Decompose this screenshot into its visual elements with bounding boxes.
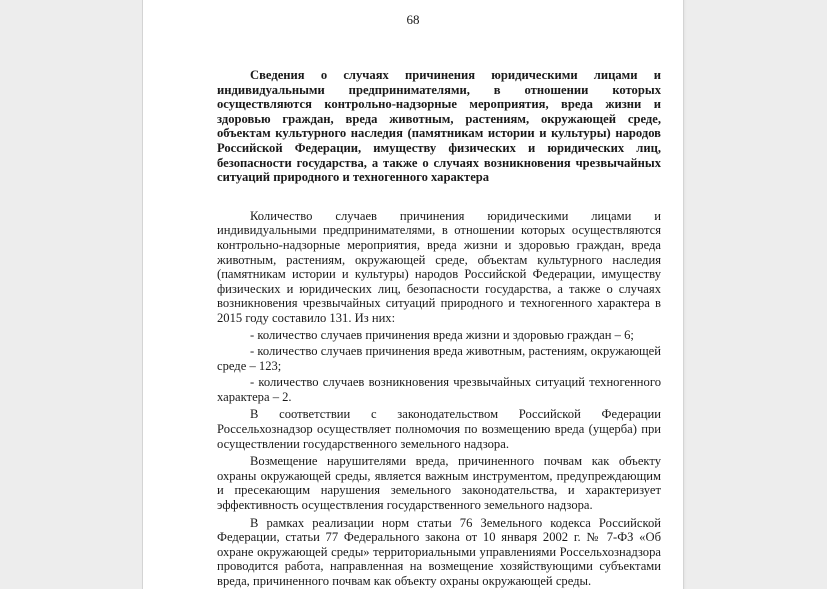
page-number: 68 bbox=[406, 12, 420, 27]
page-body bbox=[217, 68, 661, 589]
paragraph-land-code: В рамках реализации норм статьи 76 Земельного кодекса Российской Федерации, статьи 77 Федерального закона от 10 января 2002 г. № 7-ФЗ «Об охране окружающей среды» территориальными управлениями Россельхознадзора проводится работа, направленная на возмещение хозяйствующими субъектами вреда, причиненного почвам как объекту охраны окружающей среды. bbox=[217, 515, 661, 588]
paragraph-intro: Количество случаев причинения юридическими лицами и индивидуальными предпринимателями, в отношении которых осуществляются контрольно-надзорные мероприятия, вреда жизни и здоровью граждан, вреда животным, растениям, окружающей среде, объектам культурного наследия (памятникам истории и культуры) народов Российской Федерации, имуществу физических и юридических лиц, безопасности государства, а также о случаях возникновения чрезвычайных ситуаций природного и техногенного характера в 2015 году составило 131. Из них: bbox=[217, 208, 661, 325]
section-heading: Сведения о случаях причинения юридическими лицами и индивидуальными предпринимателями, в отношении которых осуществляются контрольно-надзорные мероприятия, вреда жизни и здоровью граждан, вреда животным, растениям, окружающей среде, объектам культурного наследия (памятникам истории и культуры) народов Российской Федерации, имуществу физических и юридических лиц, безопасности государства, а также о случаях возникновения чрезвычайных ситуаций природного и техногенного характера bbox=[217, 68, 661, 185]
list-item-emergencies: - количество случаев возникновения чрезвычайных ситуаций техногенного характера – 2. bbox=[217, 375, 661, 404]
list-item-life-health: - количество случаев причинения вреда жизни и здоровью граждан – 6; bbox=[250, 327, 634, 342]
list-item-environment: - количество случаев причинения вреда животным, растениям, окружающей среде – 123; bbox=[217, 344, 661, 373]
paragraph-legislation: В соответствии с законодательством Российской Федерации Россельхознадзор осуществляет полномочия по возмещению вреда (ущерба) при осуществлении государственного земельного надзора. bbox=[217, 407, 661, 451]
paragraph-compensation: Возмещение нарушителями вреда, причиненного почвам как объекту охраны окружающей среды, является важным инструментом, предупреждающим и пресекающим нарушения земельного законодательства, и характеризует эффективность осуществления государственного земельного надзора. bbox=[217, 454, 661, 513]
document-page bbox=[143, 0, 683, 589]
